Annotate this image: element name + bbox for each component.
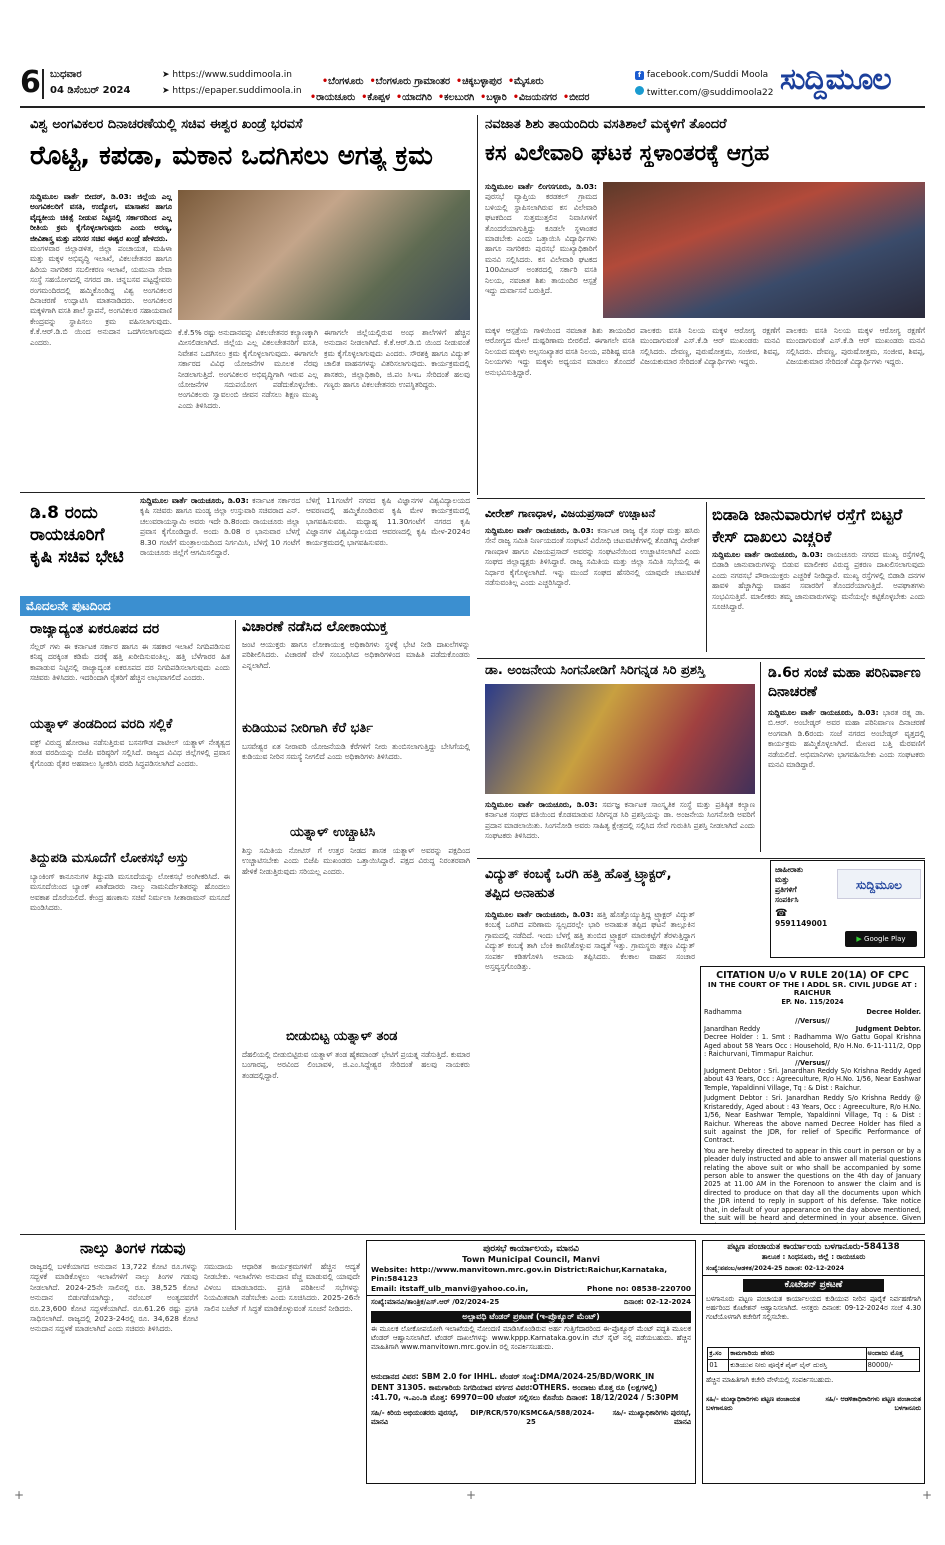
facebook-icon: f: [635, 71, 644, 80]
play-icon: ▶: [856, 935, 862, 943]
story2-col4: ಪಾಲಕರು ವಸತಿ ನಿಲಯ ಮಕ್ಕಳ ಆರೋಗ್ಯ ರಕ್ಷಣೆಗೆ ಮುಂದಾಗುವಂತೆ ಎಸ್.ಕೆ.ಡಿ ಆರ್ ಮುಖಂಡರು ಮನವಿ ಸಲ್ಲಿಸಿದರು. ದೇವಣ್ಣ, ಪುರುಷೋತ್ತಮ, ಸಂಜೀವ, ಶಿವಪ್ಪ, ವಿಜಯಕುಮಾರ ಸೇರಿದಂತೆ ವಿದ್ಯಾರ್ಥಿಗಳು ಇದ್ದರು.: [786, 326, 925, 367]
district-link[interactable]: •ಕಲಬುರಗಿ: [437, 92, 475, 103]
story1-col-b: ಕೆ.ಕೆ.5% ರಷ್ಟು ಅನುದಾನವನ್ನು ವಿಕಲಚೇತನರ ಕಲ್ಯಾಣಕ್ಕಾಗಿ ಮೀಸಲಿಡಲಾಗಿದೆ. ಜಿಲ್ಲೆಯ ಎಲ್ಲ ವಿಕಲಚೇತನರಿಗೆ ವಸತಿ, ನಿವೇಶನ ಒದಗಿಸಲು ಕ್ರಮ ಕೈಗೊಳ್ಳಲಾಗುವುದು. ಈಗಾಗಲೇ ಸರ್ಕಾರದ ವಿವಿಧ ಯೋಜನೆಗಳ ಮೂಲಕ ನೆರವು ನೀಡಲಾಗುತ್ತಿದೆ. ಅಂಗವಿಕಲರ ಅಭಿವೃದ್ಧಿಗಾಗಿ ಇರುವ ಎಲ್ಲ ಯೋಜನೆಗಳ ಸದುಪಯೋಗ ಪಡೆದುಕೊಳ್ಳಬೇಕು. ಅಂಗವಿಕಲರು ಸ್ವಾವಲಂಬಿ ಜೀವನ ನಡೆಸಲು ಶಿಕ್ಷಣ ಮುಖ್ಯ ಎಂದು ತಿಳಿಸಿದರು.: [178, 328, 318, 410]
bullet-icon: •: [361, 92, 368, 103]
story2-headline: ಕಸ ವಿಲೇವಾರಿ ಘಟಕ ಸ್ಥಳಾಂತರಕ್ಕೆ ಆಗ್ರಹ: [485, 142, 770, 166]
twitter-link[interactable]: twitter.com/@suddimoola22: [635, 86, 773, 98]
bullet-icon: •: [512, 92, 519, 103]
story10-body: ದೆಹಲಿಯಲ್ಲಿ ಬೀಡುಬಿಟ್ಟಿರುವ ಯತ್ನಾಳ್ ತಂಡ ಹೈಕಮಾಂಡ್ ಭೇಟಿಗೆ ಪ್ರಯತ್ನ ನಡೆಸುತ್ತಿದೆ. ಕುಮಾರ ಬಂಗಾರಪ್ಪ, ಅರವಿಂದ ಲಿಂಬಾವಳಿ, ಜಿ.ಎಂ.ಸಿದ್ದೇಶ್ವರ ಸೇರಿದಂತೆ ಹಲವು ನಾಯಕರು ತಂಡದಲ್ಲಿದ್ದಾರೆ.: [242, 1050, 470, 1080]
bullet-icon: •: [480, 92, 487, 103]
twitter-icon: [635, 86, 644, 95]
story5-body: ವಕ್ಫ್ ವಿರುದ್ಧ ಹೋರಾಟ ನಡೆಸುತ್ತಿರುವ ಬಸನಗೌಡ ಪಾಟೀಲ್ ಯತ್ನಾಳ್ ನೇತೃತ್ವದ ತಂಡ ವರದಿಯನ್ನು ಬಿಜೆಪಿ ವರಿಷ್ಠರಿಗೆ ಸಲ್ಲಿಸಿದೆ. ರಾಜ್ಯದ ವಿವಿಧ ಜಿಲ್ಲೆಗಳಲ್ಲಿ ಪ್ರವಾಸ ಕೈಗೊಂಡು ರೈತರ ಅಹವಾಲು ಸ್ವೀಕರಿಸಿ ವರದಿ ಸಿದ್ಧಪಡಿಸಲಾಗಿದೆ ಎಂದರು.: [30, 738, 230, 768]
story13-body: ಸುದ್ದಿಮೂಲ ವಾರ್ತೆ ರಾಯಚೂರು, ಡಿ.03: ಸರ್ವಜ್ಞ ಕರ್ನಾಟಕ ಸಾಂಸ್ಕೃತಿಕ ಸಂಸ್ಥೆ ಮತ್ತು ಪ್ರತಿಷ್ಠಿತ ಕಲ್ಯಾಣ ಕರ್ನಾಟಕ ಸಂಘದ ವತಿಯಿಂದ ಕೊಡಮಾಡುವ ಸಿರಿಗನ್ನಡ ಸಿರಿ ಪ್ರಶಸ್ತಿಯನ್ನು ಡಾ. ಅಂಜನೇಯ ಸಿಂಗನೋಡಿ ಅವರಿಗೆ ಪ್ರದಾನ ಮಾಡಲಾಯಿತು. ಸಿಂಗನೋಡಿ ಅವರು ಸಾಹಿತ್ಯ ಕ್ಷೇತ್ರದಲ್ಲಿ ಸಲ್ಲಿಸಿದ ಸೇವೆ ಗುರುತಿಸಿ ಪ್ರಶಸ್ತಿ ನೀಡಲಾಗಿದೆ ಎಂದು ಸಂಘಟಕರು ತಿಳಿಸಿದರು.: [485, 800, 755, 841]
page-number: 6: [20, 65, 41, 100]
district-link[interactable]: •ಯಾದಗಿರಿ: [396, 92, 432, 103]
story7-body: ಜಂಟಿ ಆಯುಕ್ತರು ಹಾಗೂ ಲೋಕಾಯುಕ್ತ ಅಧಿಕಾರಿಗಳು ಸ್ಥಳಕ್ಕೆ ಭೇಟಿ ನೀಡಿ ದಾಖಲೆಗಳನ್ನು ಪರಿಶೀಲಿಸಿದರು. ವಿಚಾರಣೆ ವೇಳೆ ಸಂಬಂಧಿಸಿದ ಅಧಿಕಾರಿಗಳಿಂದ ಮಾಹಿತಿ ಪಡೆದುಕೊಂಡರು ಎನ್ನಲಾಗಿದೆ.: [242, 640, 470, 670]
district-link[interactable]: •ವಿಜಯನಗರ: [512, 92, 558, 103]
ad-text: ಜಾಹೀರಾತು ಮತ್ತು ಪ್ರತಿಗಳಿಗೆ ಸಂಪರ್ಕಿಸಿ ☎ 9591149001: [775, 865, 833, 929]
district-link[interactable]: •ಮೈಸೂರು: [507, 76, 544, 87]
story7-headline: ವಿಚಾರಣೆ ನಡೆಸಿದ ಲೋಕಾಯುಕ್ತ: [242, 620, 388, 635]
story1-col-c: ಈಗಾಗಲೇ ಜಿಲ್ಲೆಯಲ್ಲಿರುವ ಅಂಧ ಶಾಲೆಗಳಿಗೆ ಹೆಚ್ಚಿನ ಅನುದಾನ ನೀಡಲಾಗಿದೆ. ಕೆ.ಕೆ.ಆರ್.ಡಿ.ಬಿ ಯಿಂದ ನೀಡುವಂತೆ ಕ್ರಮ ಕೈಗೊಳ್ಳಲಾಗುವುದು ಎಂದರು. ಸೌರಶಕ್ತಿ ಹಾಗೂ ವಿದ್ಯುತ್ ಚಾಲಿತ ವಾಹನಗಳನ್ನು ವಿತರಿಸಲಾಗುವುದು. ಕಾರ್ಯಕ್ರಮದಲ್ಲಿ ಶಾಸಕರು, ಜಿಲ್ಲಾಧಿಕಾರಿ, ಜಿ.ಪಂ ಸಿಇಒ ಸೇರಿದಂತೆ ಹಲವು ಗಣ್ಯರು ಹಾಗೂ ವಿಕಲಚೇತನರು ಉಪಸ್ಥಿತರಿದ್ದರು.: [324, 328, 470, 390]
bullet-icon: •: [369, 76, 376, 87]
story1-kicker: ವಿಶ್ವ ಅಂಗವಿಕಲರ ದಿನಾಚರಣೆಯಲ್ಲಿ ಸಚಿವ ಈಶ್ವರ ಖಂಡ್ರೆ ಭರವಸೆ: [30, 118, 303, 132]
story14-headline: ಡಿ.6ರ ಸಂಜೆ ಮಹಾ ಪರಿನಿರ್ವಾಣ ದಿನಾಚರಣೆ: [768, 665, 921, 700]
story12-headline: ಬಿಡಾಡಿ ಜಾನುವಾರುಗಳ ರಸ್ತೆಗೆ ಬಿಟ್ಟರೆ ಕೇಸ್ ದಾಖಲು ಎಚ್ಚರಿಕೆ: [712, 505, 903, 546]
story15-body: ಸುದ್ದಿಮೂಲ ವಾರ್ತೆ ರಾಯಚೂರು, ಡಿ.03: ಹತ್ತಿ ಹೊತ್ತೊಯ್ಯುತ್ತಿದ್ದ ಟ್ರ್ಯಾಕ್ಟರ್ ವಿದ್ಯುತ್ ಕಂಬಕ್ಕೆ ಒರಗಿದ ಪರಿಣಾಮ ಸ್ವಲ್ಪದರಲ್ಲೇ ಭಾರಿ ಅನಾಹುತ ತಪ್ಪಿದ ಘಟನೆ ತಾಲ್ಲೂಕಿನ ಗ್ರಾಮದಲ್ಲಿ ನಡೆದಿದೆ. ಇಂದು ಬೆಳಗ್ಗೆ ಹತ್ತಿ ತುಂಬಿದ ಟ್ರ್ಯಾಕ್ಟರ್ ಮಾರುಕಟ್ಟೆಗೆ ತೆರಳುತ್ತಿದ್ದಾಗ ವಿದ್ಯುತ್ ಕಂಬಕ್ಕೆ ತಾಗಿ ಬೆಂಕಿ ಕಾಣಿಸಿಕೊಳ್ಳುವ ಸಾಧ್ಯತೆ ಇತ್ತು. ಗ್ರಾಮಸ್ಥರು ತಕ್ಷಣ ವಿದ್ಯುತ್ ಸಂಪರ್ಕ ಕಡಿತಗೊಳಿಸಿ ಅಪಾಯ ತಪ್ಪಿಸಿದರು. ಕೆಲಕಾಲ ವಾಹನ ಸಂಚಾರ ಅಸ್ತವ್ಯಸ್ತಗೊಂಡಿತ್ತು.: [485, 910, 695, 972]
bullet-icon: •: [456, 76, 463, 87]
facebook-link[interactable]: f facebook.com/Suddi Moola: [635, 70, 768, 80]
district-row-2: [310, 85, 595, 104]
story6-headline: ತಿದ್ದುಪಡಿ ಮಸೂದೆಗೆ ಲೋಕಸಭೆ ಅಸ್ತು: [30, 852, 189, 866]
story9-headline: ಯತ್ನಾಳ್ ಉಚ್ಚಾಟಿಸಿ: [290, 826, 376, 840]
story14-body: ಸುದ್ದಿಮೂಲ ವಾರ್ತೆ ರಾಯಚೂರು, ಡಿ.03: ಭಾರತ ರತ್ನ ಡಾ. ಬಿ.ಆರ್. ಅಂಬೇಡ್ಕರ್ ಅವರ ಮಹಾ ಪರಿನಿರ್ವಾಣ ದಿನಾಚರಣೆ ಅಂಗವಾಗಿ ಡಿ.6ರಂದು ಸಂಜೆ ನಗರದ ಅಂಬೇಡ್ಕರ್ ವೃತ್ತದಲ್ಲಿ ಕಾರ್ಯಕ್ರಮ ಹಮ್ಮಿಕೊಳ್ಳಲಾಗಿದೆ. ಮೇಣದ ಬತ್ತಿ ಮೆರವಣಿಗೆ ನಡೆಯಲಿದೆ. ಅಭಿಮಾನಿಗಳು ಭಾಗವಹಿಸಬೇಕು ಎಂದು ಸಂಘಟಕರು ಮನವಿ ಮಾಡಿದ್ದಾರೆ.: [768, 708, 925, 770]
story13-photo: [485, 684, 755, 794]
district-link[interactable]: •ಬೆಂಗಳೂರು: [322, 76, 364, 87]
story1-lead: ಸುದ್ದಿಮೂಲ ವಾರ್ತೆ ಬೀದರ್, ಡಿ.03: ಜಿಲ್ಲೆಯ ಎಲ್ಲ ಅಂಗವಿಕಲರಿಗೆ ವಸತಿ, ಉದ್ಯೋಗ, ಮಾಸಾಶನ ಹಾಗೂ ವೈದ್ಯಕೀಯ ಚಿಕಿತ್ಸೆ ನೀಡುವ ನಿಟ್ಟಿನಲ್ಲಿ ಸರ್ಕಾರದಿಂದ ಎಲ್ಲ ರೀತಿಯ ಕ್ರಮ ಕೈಗೊಳ್ಳಲಾಗುವುದು ಎಂದು ಅರಣ್ಯ, ಜೀವಿಶಾಸ್ತ್ರ ಮತ್ತು ಪರಿಸರ ಸಚಿವ ಈಶ್ವರ ಖಂಡ್ರೆ ಹೇಳಿದರು. ಮಂಗಳವಾರ ಜಿಲ್ಲಾಡಳಿತ, ಜಿಲ್ಲಾ ಪಂಚಾಯತ, ಮಹಿಳಾ ಮತ್ತು ಮಕ್ಕಳ ಅಭಿವೃದ್ಧಿ ಇಲಾಖೆ, ವಿಕಲಚೇತನರ ಹಾಗೂ ಹಿರಿಯ ನಾಗರಿಕರ ಸಬಲೀಕರಣ ಇಲಾಖೆ, ಯಮುನಾ ಸೇವಾ ಸಂಸ್ಥೆ ಸಹಯೋಗದಲ್ಲಿ ನಗರದ ಡಾ. ಚನ್ನಬಸವ ಪಟ್ಟದ್ದೇವರು ರಂಗಮಂದಿರದಲ್ಲಿ ಹಮ್ಮಿಕೊಂಡಿದ್ದ ವಿಶ್ವ ಅಂಗವಿಕಲರ ದಿನಾಚರಣೆ ಉದ್ಘಾಟಿಸಿ ಮಾತನಾಡಿದರು. ಅಂಗವಿಕಲರ ಮಕ್ಕಳಿಗಾಗಿ ವಸತಿ ಶಾಲೆ ಸ್ಥಾಪನೆ, ಅಂಗವಿಕಲರ ಸಹಾಯವಾಣಿ ಕೇಂದ್ರವನ್ನು ಸ್ಥಾಪಿಸಲು ಕ್ರಮ ವಹಿಸಲಾಗುವುದು. ಕೆ.ಕೆ.ಆರ್.ಡಿ.ಬಿ ಯಿಂದ ಅನುದಾನ ಒದಗಿಸಲಾಗುವುದು ಎಂದರು.: [30, 192, 172, 347]
ad-logo: ಸುದ್ದಿಮೂಲ: [837, 869, 921, 899]
story16-col2: ಸಮುದಾಯ ಆಧಾರಿತ ಕಾರ್ಯಕ್ರಮಗಳಿಗೆ ಹೆಚ್ಚಿನ ಆದ್ಯತೆ ನೀಡಬೇಕು. ಇಲಾಖೆಗಳು ಅನುದಾನ ವೆಚ್ಚ ಮಾಡುವಲ್ಲಿ ಯಾವುದೇ ವಿಳಂಬ ಮಾಡಬಾರದು. ಪ್ರಗತಿ ಪರಿಶೀಲನೆ ಸಭೆಗಳನ್ನು ನಿಯಮಿತವಾಗಿ ನಡೆಸಬೇಕು ಎಂದು ಸೂಚಿಸಿದರು. 2025-26ನೇ ಸಾಲಿನ ಬಜೆಟ್ ಗೆ ಸಿದ್ಧತೆ ಮಾಡಿಕೊಳ್ಳುವಂತೆ ಸೂಚನೆ ನೀಡಿದರು.: [204, 1262, 360, 1313]
page-header: [20, 62, 925, 103]
story2-photo: [603, 182, 925, 318]
epaper-link[interactable]: ➤ https://epaper.suddimoola.in: [162, 86, 302, 96]
story16-headline: ನಾಲ್ಕು ತಿಂಗಳ ಗಡುವು: [80, 1240, 186, 1257]
arrow-icon: ➤: [162, 70, 173, 80]
story8-headline: ಕುಡಿಯುವ ನೀರಿಗಾಗಿ ಕೆರೆ ಭರ್ತಿ: [242, 722, 373, 736]
story3-col2: ಬೆಳಿಗ್ಗೆ 11ಗಂಟೆಗೆ ನಗರದ ಕೃಷಿ ವಿಜ್ಞಾನಗಳ ವಿಶ್ವವಿದ್ಯಾಲಯದ ಆವರಣದಲ್ಲಿ ಹಮ್ಮಿಕೊಂಡಿರುವ ಕೃಷಿ ಮೇಳ ಕಾರ್ಯಕ್ರಮದಲ್ಲಿ ಭಾಗವಹಿಸುವರು. ಮಧ್ಯಾಹ್ನ 11.30ಗಂಟೆಗೆ ನಗರದ ಕೃಷಿ ವಿಜ್ಞಾನಗಳ ವಿಶ್ವವಿದ್ಯಾಲಯದ ಆವರಣದಲ್ಲಿ ಕೃಷಿ ಮೇಳ-2024ರ ಕಾರ್ಯಕ್ರಮದಲ್ಲಿ ಭಾಗವಹಿಸುವರು.: [306, 496, 470, 547]
crop-mark-left: +: [14, 1488, 25, 1502]
masthead-logo: ಸುದ್ದಿಮೂಲ: [780, 62, 891, 97]
story2-col2: ಮಕ್ಕಳ ಆಸ್ಪತ್ರೆಯ ಗಾಳಿಯಿಂದ ನವಜಾತ ಶಿಶು ತಾಯಂದಿರ ಆರೋಗ್ಯದ ಮೇಲೆ ದುಷ್ಪರಿಣಾಮ ಬೀರಲಿದೆ. ಈಗಾಗಲೇ ವಸತಿ ನಿಲಯದ ಮಕ್ಕಳು ಅಲ್ಪಸಂಖ್ಯಾತರ ವಸತಿ ನಿಲಯ, ಪರಿಶಿಷ್ಟ ವಸತಿ ನಿಲಯಗಳು ಇದ್ದು ಮಕ್ಕಳು ಅಧ್ಯಯನ ಮಾಡಲು ತೊಂದರೆ ಅನುಭವಿಸುತ್ತಿದ್ದಾರೆ.: [485, 326, 635, 377]
district-link[interactable]: •ಚಿಕ್ಕಬಳ್ಳಾಪುರ: [456, 76, 502, 87]
arrow-icon: ➤: [162, 86, 173, 96]
story4-body: ಸೆಲ್ಲರ್ ಗಳು ಈ ಕರ್ನಾಟಕ ಸರ್ಕಾರ ಹಾಗೂ ಈ ಸಹಕಾರ ಇಲಾಖೆ ನಿಗದಿಪಡಿಸುವ ಕನಿಷ್ಠ ದರಕ್ಕಿಂತ ಕಡಿಮೆ ದರಕ್ಕೆ ಹತ್ತಿ ಖರೀದಿಸುವಂತಿಲ್ಲ. ಹತ್ತಿ ಬೆಳೆಗಾರರ ಹಿತ ಕಾಪಾಡುವ ನಿಟ್ಟಿನಲ್ಲಿ ರಾಜ್ಯಾದ್ಯಂತ ಏಕರೂಪದ ದರ ನಿಗದಿಪಡಿಸಲಾಗುವುದು ಎಂದು ಸಚಿವರು ತಿಳಿಸಿದರು. ಇದರಿಂದಾಗಿ ರೈತರಿಗೆ ಹೆಚ್ಚಿನ ಲಾಭವಾಗಲಿದೆ ಎಂದರು.: [30, 642, 230, 683]
story11-headline: ವೀರೇಶ್ ಗಾಣಧಾಳ, ವಿಜಯಪ್ರಸಾದ್ ಉಚ್ಚಾಟನೆ: [485, 508, 656, 520]
quotation-table: ಕ್ರ.ಸಂ ಕಾಮಗಾರಿಯ ಹೆಸರು ಅಂದಾಜು ಮೊತ್ತ 01 ಕುಡಿಯುವ ನೀರು ಪೂರೈಕೆ ಪೈಪ್ ಲೈನ್ ದುರಸ್ತಿ 80000/-: [707, 1347, 919, 1372]
district-link[interactable]: •ರಾಯಚೂರು: [310, 92, 356, 103]
story6-body: ಬ್ಯಾಂಕಿಂಗ್ ಕಾನೂನುಗಳ ತಿದ್ದುಪಡಿ ಮಸೂದೆಯನ್ನು ಲೋಕಸಭೆ ಅಂಗೀಕರಿಸಿದೆ. ಈ ಮಸೂದೆಯಿಂದ ಬ್ಯಾಂಕ್ ಖಾತೆದಾರರು ನಾಲ್ಕು ನಾಮನಿರ್ದೇಶಿತರನ್ನು ಹೊಂದಲು ಅವಕಾಶ ದೊರೆಯಲಿದೆ. ಕೇಂದ್ರ ಹಣಕಾಸು ಸಚಿವೆ ನಿರ್ಮಲಾ ಸೀತಾರಾಮನ್ ಮಸೂದೆ ಮಂಡಿಸಿದರು.: [30, 872, 230, 913]
bullet-icon: •: [322, 76, 329, 87]
district-link[interactable]: •ಬೆಂಗಳೂರು ಗ್ರಾಮಾಂತರ: [369, 76, 450, 87]
story15-headline: ವಿದ್ಯುತ್ ಕಂಬಕ್ಕೆ ಒರಗಿ ಹತ್ತಿ ಹೊತ್ತ ಟ್ರ್ಯಾಕ್ಟರ್, ತಪ್ಪಿದ ಅನಾಹುತ: [485, 867, 672, 901]
crop-mark-center: +: [466, 1488, 477, 1502]
story9-body: ಶಿಸ್ತು ಸಮಿತಿಯ ನೋಟಿಸ್ ಗೆ ಉತ್ತರ ನೀಡದ ಶಾಸಕ ಯತ್ನಾಳ್ ಅವರನ್ನು ಪಕ್ಷದಿಂದ ಉಚ್ಚಾಟಿಸಬೇಕು ಎಂದು ಬಿಜೆಪಿ ಮುಖಂಡರು ಒತ್ತಾಯಿಸಿದ್ದಾರೆ. ಪಕ್ಷದ ವಿರುದ್ಧ ನಿರಂತರವಾಗಿ ಹೇಳಿಕೆ ನೀಡುತ್ತಿರುವುದು ಸರಿಯಲ್ಲ ಎಂದರು.: [242, 846, 470, 876]
story3-body: ಸುದ್ದಿಮೂಲ ವಾರ್ತೆ ರಾಯಚೂರು, ಡಿ.03: ಕರ್ನಾಟಕ ಸರ್ಕಾರದ ಕೃಷಿ ಸಚಿವರು ಹಾಗೂ ಮಂಡ್ಯ ಜಿಲ್ಲಾ ಉಸ್ತುವಾರಿ ಸಚಿವರಾದ ಎನ್. ಚಲುವರಾಯಸ್ವಾಮಿ ಅವರು ಇದೇ ಡಿ.8ರಂದು ರಾಯಚೂರು ಜಿಲ್ಲಾ ಪ್ರವಾಸ ಕೈಗೊಂಡಿದ್ದಾರೆ. ಅಂದು ಡಿ.08 ರ ಭಾನುವಾರ ಬೆಳಗ್ಗೆ 8.30 ಗಂಟೆಗೆ ಮಂತ್ರಾಲಯದಿಂದ ನಿರ್ಗಮಿಸಿ, ಬೆಳಿಗ್ಗೆ 10 ಗಂಟೆಗೆ ರಾಯಚೂರು ಜಿಲ್ಲೆಗೆ ಆಗಮಿಸಲಿದ್ದಾರೆ.: [140, 496, 300, 558]
story2-col3: ಪಾಲಕರು ವಸತಿ ನಿಲಯ ಮಕ್ಕಳ ಆರೋಗ್ಯ ರಕ್ಷಣೆಗೆ ಮುಂದಾಗುವಂತೆ ಎಸ್.ಕೆ.ಡಿ ಆರ್ ಮುಖಂಡರು ಮನವಿ ಸಲ್ಲಿಸಿದರು. ದೇವಣ್ಣ, ಪುರುಷೋತ್ತಮ, ಸಂಜೀವ, ಶಿವಪ್ಪ, ವಿಜಯಕುಮಾರ ಸೇರಿದಂತೆ ವಿದ್ಯಾರ್ಥಿಗಳು ಇದ್ದರು.: [640, 326, 780, 367]
bullet-icon: •: [437, 92, 445, 103]
crop-mark-right: +: [922, 1488, 933, 1502]
header-day: ಬುಧವಾರ: [50, 69, 82, 80]
bullet-icon: •: [563, 92, 570, 103]
story11-body: ಸುದ್ದಿಮೂಲ ವಾರ್ತೆ ರಾಯಚೂರು, ಡಿ.03: ಕರ್ನಾಟಕ ರಾಜ್ಯ ರೈತ ಸಂಘ ಮತ್ತು ಹಸಿರು ಸೇನೆ ರಾಜ್ಯ ಸಮಿತಿ ನಿರ್ಣಯದಂತೆ ಸಂಘಟನೆ ವಿರೋಧಿ ಚಟುವಟಿಕೆಗಳಲ್ಲಿ ತೊಡಗಿದ್ದ ವೀರೇಶ್ ಗಾಣಧಾಳ ಹಾಗೂ ವಿಜಯಪ್ರಸಾದ್ ಅವರನ್ನು ಸಂಘಟನೆಯಿಂದ ಉಚ್ಚಾಟಿಸಲಾಗಿದೆ ಎಂದು ಸಂಘದ ಜಿಲ್ಲಾಧ್ಯಕ್ಷರು ತಿಳಿಸಿದ್ದಾರೆ. ರಾಜ್ಯ ಸಮಿತಿಯ ಮತ್ತು ಜಿಲ್ಲಾ ಸಮಿತಿ ಸಭೆಯಲ್ಲಿ ಈ ನಿರ್ಧಾರ ಕೈಗೊಳ್ಳಲಾಗಿದೆ. ಇನ್ನು ಮುಂದೆ ಸಂಘದ ಹೆಸರಿನಲ್ಲಿ ಯಾವುದೇ ಚಟುವಟಿಕೆ ನಡೆಸುವಂತಿಲ್ಲ ಎಂದು ಎಚ್ಚರಿಸಿದ್ದಾರೆ.: [485, 526, 700, 588]
district-link[interactable]: •ಬಳ್ಳಾರಿ: [480, 92, 507, 103]
section-banner: ಮೊದಲನೇ ಪುಟದಿಂದ: [20, 596, 470, 616]
story1-headline: ರೊಟ್ಟಿ, ಕಪಡಾ, ಮಕಾನ ಒದಗಿಸಲು ಅಗತ್ಯ ಕ್ರಮ: [30, 142, 433, 171]
phone-icon: ☎: [775, 908, 788, 919]
story10-headline: ಬೀಡುಬಿಟ್ಟ ಯತ್ನಾಳ್ ತಂಡ: [286, 1030, 398, 1044]
story5-headline: ಯತ್ನಾಳ್ ತಂಡದಿಂದ ವರದಿ ಸಲ್ಲಿಕೆ: [30, 718, 173, 732]
district-link[interactable]: •ಬೀದರ: [563, 92, 590, 103]
tender-notice: ಪುರಸಭೆ ಕಾರ್ಯಾಲಯ, ಮಾನವಿ Town Municipal Council, Manvi Website: http://www.manvitown.mrc.gov.in District:Raichur,Karnataka, Pin:584123 Email: itstaff_ulb_manvi@yahoo.co.in, Phone no: 08538-220700 ಸಂಖ್ಯೆ:ಮಾನವಿ/ತಾಂತ್ರಿಕ/ಎಸ್.ಆರ್ /02/2024-25 ದಿನಾಂಕ: 02-12-2024 ಅಲ್ಪಾವಧಿ ಟೆಂಡರ್ ಪ್ರಕಟಣೆ (ಇ-ಪ್ರೊಕ್ಯೂರ್ ಮೆಂಟ್) ಈ ಮೂಲಕ ಲೋಕೋಪಯೋಗಿ ಇಲಾಖೆಯಲ್ಲಿ ನೋಂದಣಿ ಮಾಡಿಸಿಕೊಂಡಿರುವ ಅರ್ಹ ಗುತ್ತಿಗೆದಾರರಿಂದ ಈ-ಪ್ರೊಕ್ಯೂರ್ ಮೆಂಟ್ ಪದ್ಧತಿ ಮೂಲಕ ಟೆಂಡರ್ ಆಹ್ವಾನಿಸಲಾಗಿದೆ. ಟೆಂಡರ್ ದಾಖಲೆಗಳನ್ನು www.kppp.Karnataka.gov.in ವೆಬ್ ಸೈಟ್ ನಲ್ಲಿ ಪಡೆಯಬಹುದು. ಹೆಚ್ಚಿನ ಮಾಹಿತಿಗಾಗಿ www.manvitown.mrc.gov.in ರಲ್ಲಿ ಸಂಪರ್ಕಿಸಬಹುದು. ಅನುದಾನದ ವಿವರ: SBM 2.0 for IHHL. ಟೆಂಡರ್ ಸಂಖ್ಯೆ:DMA/2024-25/BD/WORK_IN DENT 31305. ಕಾಮಗಾರಿಯ ನಿಗದಿಯಾದ ವರ್ಗದ ವಿವರ:OTHERS. ಅಂದಾಜು ಮೊತ್ತ ರೂ (ಲಕ್ಷಗಳಲ್ಲಿ) :41.70, ಇ.ಎಂ.ಡಿ ಮೊತ್ತ: 69970=00 ಟೆಂಡರ್ ಸಲ್ಲಿಸಲು ಕೊನೆಯ ದಿನಾಂಕ: 18/12/2024 / 5:30PM ಸಹಿ/- ಕಿರಿಯ ಅಭಿಯಂತರರು ಪುರಸಭೆ, ಮಾನವಿ DIP/RCR/570/KSMC&A/588/2024-25 ಸಹಿ/- ಮುಖ್ಯಾಧಿಕಾರಿಗಳು ಪುರಸಭೆ, ಮಾನವಿ: [366, 1240, 696, 1484]
bullet-icon: •: [310, 92, 317, 103]
story13-headline: ಡಾ. ಅಂಜನೇಯ ಸಿಂಗನೋಡಿಗೆ ಸಿರಿಗನ್ನಡ ಸಿರಿ ಪ್ರಶಸ್ತಿ: [485, 664, 706, 678]
google-play-badge[interactable]: ▶ Google Play: [845, 931, 917, 947]
legal-notice: CITATION U/o V RULE 20(1A) OF CPC IN THE COURT OF THE I ADDL SR. CIVIL JUDGE AT : RAICHUR EP. No. 115/2024 Radhamma Decree Holder. //Versus// Janardhan Reddy Judgment Debtor. Decree Holder : 1. Smt : Radhamma W/o Gattu Gopal Krishna Aged about 58 Years Occ : Household, R/o H.No. 6-11-111/2, Opp : Raichurvani, Timmapur Raichur. //Versus// Judgment Debtor : Sri. Janardhan Reddy S/o Krishna Reddy Aged about 43 Years, Occ : Agreeculture, R/o H.No. 1/56, Near Eashwar Temple, Yapaldinni Village, Tq : & Dist : Raichur. Judgment Debtor : Sri. Janardhan Reddy S/o Krishna Reddy @ Kristareddy, Aged about : 43 Years, Occ : Agreeculture, R/o H.No. 1/56, Near Eashwar Temple, Yapaldinni Village, Tq : & Dist : Raichur. Whereas the above named Decree Holder has filed a suit against the JDR, for relief of Specific Performance of Contract. You are hereby directed to appear in this court in person or by a pleader duly instructed and able to answer all material questions relating the above suit or who shall be accompanied by some person able to answer the questions on the 4th day of January 2025 at 11.00 AM in the Forenoon to answer the claim and is directed to produce on that day all the documents upon which the JDR intend to reply in support of his defense. Take notice that, in default of your appearance on the day above mentioned, the suit will be heard and determined in your absence. Given: [700, 966, 925, 1224]
bullet-icon: •: [396, 92, 403, 103]
website-link[interactable]: ➤ https://www.suddimoola.in: [162, 70, 292, 80]
story16-body: ರಾಜ್ಯದಲ್ಲಿ ಬಳಕೆಯಾಗದ ಅನುದಾನ 13,722 ಕೋಟಿ ರೂ.ಗಳನ್ನು ಸದ್ಬಳಕೆ ಮಾಡಿಕೊಳ್ಳಲು ಇಲಾಖೆಗಳಿಗೆ ನಾಲ್ಕು ತಿಂಗಳ ಗಡುವು ನೀಡಲಾಗಿದೆ. 2024-25ನೇ ಸಾಲಿನಲ್ಲಿ ರೂ. 38,525 ಕೋಟಿ ಅನುದಾನ ಬಿಡುಗಡೆಯಾಗಿದ್ದು, ನವೆಂಬರ್ ಅಂತ್ಯದವರೆಗೆ ರೂ.23,600 ಕೋಟಿ ಸದ್ಬಳಕೆಯಾಗಿದೆ. ರೂ.61.26 ರಷ್ಟು ಪ್ರಗತಿ ಸಾಧಿಸಲಾಗಿದೆ. ರಾಜ್ಯದಲ್ಲಿ 2023-24ರಲ್ಲಿ ರೂ. 34,628 ಕೋಟಿ ಅನುದಾನ ಸದ್ಬಳಕೆ ಮಾಡಲಾಗಿದೆ ಎಂದು ಸಚಿವರು ತಿಳಿಸಿದರು.: [30, 1262, 198, 1334]
story1-photo: [178, 190, 470, 320]
subscription-ad[interactable]: [770, 860, 925, 958]
story12-body: ಸುದ್ದಿಮೂಲ ವಾರ್ತೆ ರಾಯಚೂರು, ಡಿ.03: ರಾಯಚೂರು ನಗರದ ಮುಖ್ಯ ರಸ್ತೆಗಳಲ್ಲಿ ಬಿಡಾಡಿ ಜಾನುವಾರುಗಳನ್ನು ಬಿಡುವ ಮಾಲೀಕರ ವಿರುದ್ಧ ಪ್ರಕರಣ ದಾಖಲಿಸಲಾಗುವುದು ಎಂದು ನಗರಸಭೆ ಪೌರಾಯುಕ್ತರು ಎಚ್ಚರಿಕೆ ನೀಡಿದ್ದಾರೆ. ಮುಖ್ಯ ರಸ್ತೆಗಳಲ್ಲಿ ಬಿಡಾಡಿ ದನಗಳ ಹಾವಳಿ ಹೆಚ್ಚಾಗಿದ್ದು ವಾಹನ ಸವಾರರಿಗೆ ತೊಂದರೆಯಾಗುತ್ತಿದೆ. ಅಪಘಾತಗಳು ಸಂಭವಿಸುತ್ತಿವೆ. ಮಾಲೀಕರು ತಮ್ಮ ಜಾನುವಾರುಗಳನ್ನು ಮನೆಯಲ್ಲೇ ಕಟ್ಟಿಕೊಳ್ಳಬೇಕು ಎಂದು ಸೂಚಿಸಿದ್ದಾರೆ.: [712, 550, 925, 612]
story3-headline: ಡಿ.8 ರಂದು ರಾಯಚೂರಿಗೆ ಕೃಷಿ ಸಚಿವ ಭೇಟಿ: [30, 503, 124, 568]
story2-body: ಸುದ್ದಿಮೂಲ ವಾರ್ತೆ ಲಿಂಗಸಗೂರು, ಡಿ.03: ಪುರಸಭೆ ವ್ಯಾಪ್ತಿಯ ಕರಡಕಲ್ ಗ್ರಾಮದ ಬಳಿಯಲ್ಲಿ ಸ್ಥಾಪಿಸಲಾಗಿರುವ ಕಸ ವಿಲೇವಾರಿ ಘಟಕದಿಂದ ಸುತ್ತಮುತ್ತಲಿನ ನಿವಾಸಿಗಳಿಗೆ ತೊಂದರೆಯಾಗುತ್ತಿದ್ದು ಕೂಡಲೇ ಸ್ಥಳಾಂತರ ಮಾಡಬೇಕು ಎಂದು ಒತ್ತಾಯಿಸಿ ವಿದ್ಯಾರ್ಥಿಗಳು ಹಾಗೂ ನಾಗರಿಕರು ಪುರಸಭೆ ಮುಖ್ಯಾಧಿಕಾರಿಗೆ ಮನವಿ ಸಲ್ಲಿಸಿದರು. ಕಸ ವಿಲೇವಾರಿ ಘಟಕದ 100ಮೀಟರ್ ಅಂತರದಲ್ಲಿ ಸರ್ಕಾರಿ ವಸತಿ ನಿಲಯ, ನವಜಾತ ಶಿಶು ತಾಯಂದಿರ ಆಸ್ಪತ್ರೆ ಇದ್ದು ದುರ್ವಾಸನೆ ಬರುತ್ತಿದೆ.: [485, 182, 597, 296]
district-link[interactable]: •ಕೊಪ್ಪಳ: [361, 92, 391, 103]
header-date: 04 ಡಿಸೆಂಬರ್ 2024: [50, 85, 131, 96]
story4-headline: ರಾಜ್ಯಾದ್ಯಂತ ಏಕರೂಪದ ದರ: [30, 622, 160, 637]
quotation-notice: ಪಟ್ಟಣ ಪಂಚಾಯತ ಕಾರ್ಯಾಲಯ ಬಳಗಾನೂರು-584138 ತಾಲೂಕ : ಸಿಂಧನೂರು, ಜಿಲ್ಲೆ : ರಾಯಚೂರು ಸಂಖ್ಯೆ:ಪಪಂಬ/ಆಡಳಿತ/2024-25 ದಿನಾಂಕ: 02-12-2024 ಕೊಟೇಶನ್ ಪ್ರಕಟಣೆ ಬಳಗಾನೂರು ಪಟ್ಟಣ ಪಂಚಾಯತ ಕಾರ್ಯಾಲಯದ ಕುಡಿಯುವ ನೀರಿನ ಪೂರೈಕೆ ನಿರ್ವಹಣೆಗಾಗಿ ಅರ್ಹರಿಂದ ಕೊಟೇಶನ್ ಆಹ್ವಾನಿಸಲಾಗಿದೆ. ಆಸಕ್ತರು ದಿನಾಂಕ: 09-12-2024ರ ಸಂಜೆ 4.30 ಗಂಟೆಯೊಳಗಾಗಿ ಕಚೇರಿಗೆ ಸಲ್ಲಿಸಬೇಕು. ಕ್ರ.ಸಂ ಕಾಮಗಾರಿಯ ಹೆಸರು ಅಂದಾಜು ಮೊತ್ತ 01 ಕುಡಿಯುವ ನೀರು ಪೂರೈಕೆ ಪೈಪ್ ಲೈನ್ ದುರಸ್ತಿ 80000/- ಹೆಚ್ಚಿನ ಮಾಹಿತಿಗಾಗಿ ಕಚೇರಿ ವೇಳೆಯಲ್ಲಿ ಸಂಪರ್ಕಿಸಬಹುದು. ಸಹಿ/- ಮುಖ್ಯಾಧಿಕಾರಿಗಳು ಪಟ್ಟಣ ಪಂಚಾಯತ ಬಳಗಾನೂರು ಸಹಿ/- ಆಡಳಿತಾಧಿಕಾರಿಗಳು ಪಟ್ಟಣ ಪಂಚಾಯತ ಬಳಗಾನೂರು: [702, 1240, 925, 1484]
story2-kicker: ನವಜಾತ ಶಿಶು ತಾಯಂದಿರು ವಸತಿಶಾಲೆ ಮಕ್ಕಳಿಗೆ ತೊಂದರೆ: [485, 118, 727, 132]
story8-body: ಬಸವೇಶ್ವರ ಏತ ನೀರಾವರಿ ಯೋಜನೆಯಡಿ ಕೆರೆಗಳಿಗೆ ನೀರು ತುಂಬಿಸಲಾಗುತ್ತಿದ್ದು ಬೇಸಿಗೆಯಲ್ಲಿ ಕುಡಿಯುವ ನೀರಿನ ಸಮಸ್ಯೆ ನೀಗಲಿದೆ ಎಂದು ಅಧಿಕಾರಿಗಳು ತಿಳಿಸಿದರು.: [242, 742, 470, 762]
bullet-icon: •: [507, 76, 515, 87]
